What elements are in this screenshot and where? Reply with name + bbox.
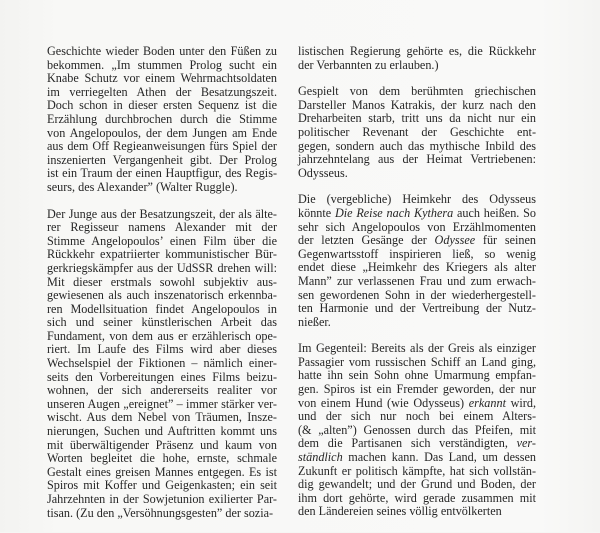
text-line: im verriegelten Athen der Besatzungszeit. bbox=[47, 84, 277, 99]
text-line: Passagier vom russischen Schiff an Land ging, bbox=[298, 354, 536, 369]
text-line: ren Modellsituation findet Angelopoulos in bbox=[47, 301, 277, 316]
text-line: Gestalt eines greisen Mannes entgegen. Es ist bbox=[47, 464, 277, 479]
text-line: wohnen, der sich andererseits realiter vor bbox=[47, 383, 277, 398]
text-line: der Verbannten zu erlauben.) bbox=[298, 57, 439, 72]
text-line: von Angelopoulos, der dem Jungen am Ende bbox=[47, 125, 277, 140]
paragraph bbox=[298, 45, 536, 72]
paragraph bbox=[298, 193, 536, 329]
text-line: Fundament, von dem aus er erzählerisch ope- bbox=[47, 328, 277, 343]
text-line: mit überwältigender Präsenz und kaum von bbox=[47, 437, 277, 452]
text-line: seits den Vorbereitungen eines Films beizu- bbox=[47, 369, 277, 384]
text-line: sehr sich Angelopoulos von Erzählmomenten bbox=[298, 219, 536, 234]
text-line: unseren Augen „ereignet” – immer stärker ver- bbox=[47, 396, 277, 411]
text-line: Dreharbeiten starb, tritt uns da nicht nur ein bbox=[298, 111, 536, 126]
text-line: rer Regisseur namens Alexander mit der bbox=[47, 220, 277, 235]
text-line: gegen, sondern auch das mythische Inbild des bbox=[298, 138, 536, 153]
text-line: Zukunft er politisch kämpfte, hat sich vollstän- bbox=[298, 463, 536, 478]
paragraph bbox=[47, 45, 277, 195]
text-line: Darsteller Manos Katrakis, der kurz nach den bbox=[298, 97, 536, 112]
text-line: ihm dort gehörte, wird gerade zusammen mit bbox=[298, 490, 536, 505]
text-line: listischen Regierung gehörte es, die Rückkehr bbox=[298, 44, 536, 58]
text-line: Im Gegenteil: Bereits als der Greis als einziger bbox=[298, 341, 536, 356]
text-line: hatte ihn sein Sohn ohne Umarmung empfan- bbox=[298, 368, 536, 383]
text-line: sen gewordenen Sohn in der wiederhergestell- bbox=[298, 287, 536, 302]
text-line: ist ein Traum der einen Hauptfigur, des Regis- bbox=[47, 166, 277, 181]
text-line: nießer. bbox=[298, 314, 331, 329]
text-line: Mit dieser erstmals sowohl subjektiv aus- bbox=[47, 274, 277, 289]
text-line: den Ländereien seines völlig entvölkerten bbox=[298, 504, 502, 519]
text-line: Worten begleitet die hohe, ernste, schmale bbox=[47, 451, 277, 466]
text-line: der letzten Gesänge der Odyssee für seinen bbox=[298, 233, 536, 248]
text-line: Spiros mit Koffer und Geigenkasten; ein seit bbox=[47, 478, 277, 493]
text-line: jahrzehntelang aus der Heimat Vertriebenen: bbox=[298, 152, 536, 167]
text-line: Mann” zur verlassenen Frau und zum erwach- bbox=[298, 273, 536, 288]
left-column bbox=[47, 45, 277, 533]
text-line: nierungen, Suchen und Auftritten kommt uns bbox=[47, 424, 277, 439]
text-line: Erzählung durchbrochen durch die Stimme bbox=[47, 111, 277, 126]
text-line: Jahrzehnten in der Sowjetunion exilierter Par- bbox=[47, 492, 277, 506]
paragraph bbox=[298, 342, 536, 519]
text-line: dig gewandelt; und der Grund und Boden, der bbox=[298, 477, 536, 492]
text-line: Odysseus. bbox=[298, 165, 348, 180]
text-line: sich und seiner künstlerischen Arbeit das bbox=[47, 315, 277, 330]
text-line: aus dem Off Regieanweisungen fürs Spiel der bbox=[47, 139, 277, 154]
text-line: von einem Hund (wie Odysseus) erkannt wird, bbox=[298, 395, 537, 410]
text-line: Stimme Angelopoulos’ einen Film über die bbox=[47, 233, 277, 248]
text-line: Rückkehr expatriierter kommunistischer Bür- bbox=[47, 247, 277, 262]
text-line: bekommen. „Im stummen Prolog sucht ein bbox=[47, 57, 277, 72]
text-line: Der Junge aus der Besatzungszeit, der als älte- bbox=[47, 206, 277, 221]
paragraph bbox=[298, 85, 536, 180]
text-line: ten Harmonie und der Vertreibung der Nutz- bbox=[298, 301, 536, 316]
text-line: könnte Die Reise nach Kythera auch heißen. So bbox=[298, 205, 536, 220]
text-line: gewiesenen als auch inszenatorisch erkennba- bbox=[47, 288, 277, 303]
text-line: endet diese „Heimkehr des Kriegers als alter bbox=[298, 260, 536, 275]
right-column bbox=[298, 45, 536, 532]
text-line: wischt. Aus dem Nebel von Träumen, Insze- bbox=[47, 410, 277, 425]
text-line: ständlich machen kann. Das Land, um dessen bbox=[298, 450, 536, 465]
text-line: politischer Revenant der Geschichte ent- bbox=[298, 124, 536, 139]
text-line: Wechselspiel der Fiktionen – nämlich einer- bbox=[47, 356, 277, 371]
text-line: gen. Spiros ist ein Fremder geworden, der nur bbox=[298, 382, 536, 397]
text-line: seurs, des Alexander” (Walter Ruggle). bbox=[47, 179, 238, 194]
text-line: Doch schon in dieser ersten Sequenz ist die bbox=[47, 98, 277, 113]
text-line: Knabe Schutz vor einem Wehrmachtsoldaten bbox=[47, 71, 277, 86]
text-line: Gegenwartsstoff inspirieren ließ, so wenig bbox=[298, 246, 536, 261]
text-line: gerkriegskämpfer aus der UdSSR drehen will: bbox=[47, 260, 277, 275]
paragraph bbox=[47, 208, 277, 521]
text-line: (& „alten”) Genossen durch das Pfeifen, mit bbox=[298, 422, 536, 437]
text-line: inszenierten Vergangenheit gibt. Der Prolog bbox=[47, 152, 277, 167]
text-line: Gespielt von dem berühmten griechischen bbox=[298, 84, 536, 99]
text-line: tisan. (Zu den „Versöhnungsgesten” der sozia- bbox=[47, 505, 274, 520]
text-line: Geschichte wieder Boden unter den Füßen zu bbox=[47, 44, 277, 58]
text-line: Die (vergebliche) Heimkehr des Odysseus bbox=[298, 192, 536, 207]
text-line: und der sich nur noch bei einem Alters- bbox=[298, 409, 536, 424]
text-line: dem die Partisanen sich verständigten, ver- bbox=[298, 436, 536, 451]
text-line: riert. Im Laufe des Films wird aber dieses bbox=[47, 342, 277, 357]
